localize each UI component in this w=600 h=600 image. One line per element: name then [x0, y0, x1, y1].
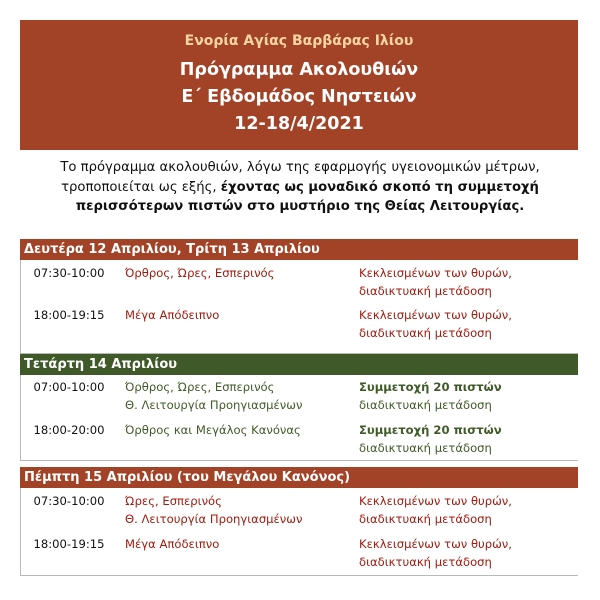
note-line-strong: Συμμετοχή 20 πιστών [359, 380, 502, 394]
table-row [20, 377, 578, 415]
parish-name: Ενορία Αγίας Βαρβάρας Ιλίου [184, 33, 414, 49]
note-line-strong: Συμμετοχή 20 πιστών [359, 423, 502, 437]
service-name [125, 492, 353, 528]
note-line: Κεκλεισμένων των θυρών, [359, 494, 512, 508]
attendance-note [359, 264, 574, 300]
attendance-note [359, 378, 574, 414]
service-name [125, 264, 353, 282]
time-slot: 18:00-20:00 [33, 423, 105, 437]
table-row [20, 263, 578, 301]
note-line: διαδικτυακή μετάδοση [359, 512, 492, 526]
intro-line-3-bold: περισσότερων πιστών στο μυστήριο της Θείας Λειτουργίας. [75, 199, 525, 214]
note-line: Κεκλεισμένων των θυρών, [359, 266, 512, 280]
intro-line-2 [10, 178, 590, 198]
note-line: διαδικτυακή μετάδοση [359, 284, 492, 298]
service-name [125, 306, 353, 324]
service-line: Θ. Λειτουργία Προηγιασμένων [125, 512, 303, 526]
service-line: Μέγα Απόδειπνο [125, 537, 220, 551]
note-line: Κεκλεισμένων των θυρών, [359, 308, 512, 322]
intro-line-2-bold: έχοντας ως μοναδικό σκοπό τη συμμετοχή [220, 179, 539, 195]
intro-line-2-plain: τροποποιείται ως εξής, [61, 179, 221, 195]
day-header-mon-tue: Δευτέρα 12 Απριλίου, Τρίτη 13 Απριλίου [20, 239, 578, 260]
note-line: Κεκλεισμένων των θυρών, [359, 537, 512, 551]
table-row [20, 534, 578, 572]
day-header-wed: Τετάρτη 14 Απριλίου [20, 354, 578, 375]
date-range: 12-18/4/2021 [234, 114, 364, 134]
week-title: Ε΄ Εβδομάδος Νηστειών [181, 87, 417, 107]
table-row [20, 491, 578, 529]
service-name [125, 421, 353, 439]
note-line: διαδικτυακή μετάδοση [359, 555, 492, 569]
time-slot: 18:00-19:15 [33, 308, 105, 322]
note-line: διαδικτυακή μετάδοση [359, 441, 492, 455]
attendance-note [359, 306, 574, 342]
service-line: Θ. Λειτουργία Προηγιασμένων [125, 398, 303, 412]
time-slot: 18:00-19:15 [33, 537, 105, 551]
note-line: διαδικτυακή μετάδοση [359, 398, 492, 412]
service-line: Όρθρος, Ώρες, Εσπερινός [125, 266, 275, 280]
intro-paragraph [10, 158, 590, 217]
time-slot: 07:00-10:00 [33, 380, 105, 394]
schedule-title: Πρόγραμμα Ακολουθιών [179, 60, 419, 80]
table-row [20, 305, 578, 343]
service-line: Μέγα Απόδειπνο [125, 308, 220, 322]
intro-line-1: Το πρόγραμμα ακολουθιών, λόγω της εφαρμογής υγειονομικών μέτρων, [60, 160, 540, 175]
day-header-thu: Πέμπτη 15 Απριλίου (του Μεγάλου Κανόνος) [20, 467, 578, 488]
service-name [125, 535, 353, 553]
title-banner [20, 20, 578, 150]
time-slot: 07:30-10:00 [33, 494, 105, 508]
service-line: Όρθρος, Ώρες, Εσπερινός [125, 380, 275, 394]
intro-line-3 [10, 197, 590, 217]
service-line: Ώρες, Εσπερινός [125, 494, 222, 508]
service-line: Όρθρος και Μεγάλος Κανόνας [125, 423, 301, 437]
attendance-note [359, 535, 574, 571]
table-row [20, 420, 578, 458]
note-line: διαδικτυακή μετάδοση [359, 326, 492, 340]
attendance-note [359, 421, 574, 457]
attendance-note [359, 492, 574, 528]
service-name [125, 378, 353, 414]
time-slot: 07:30-10:00 [33, 266, 105, 280]
